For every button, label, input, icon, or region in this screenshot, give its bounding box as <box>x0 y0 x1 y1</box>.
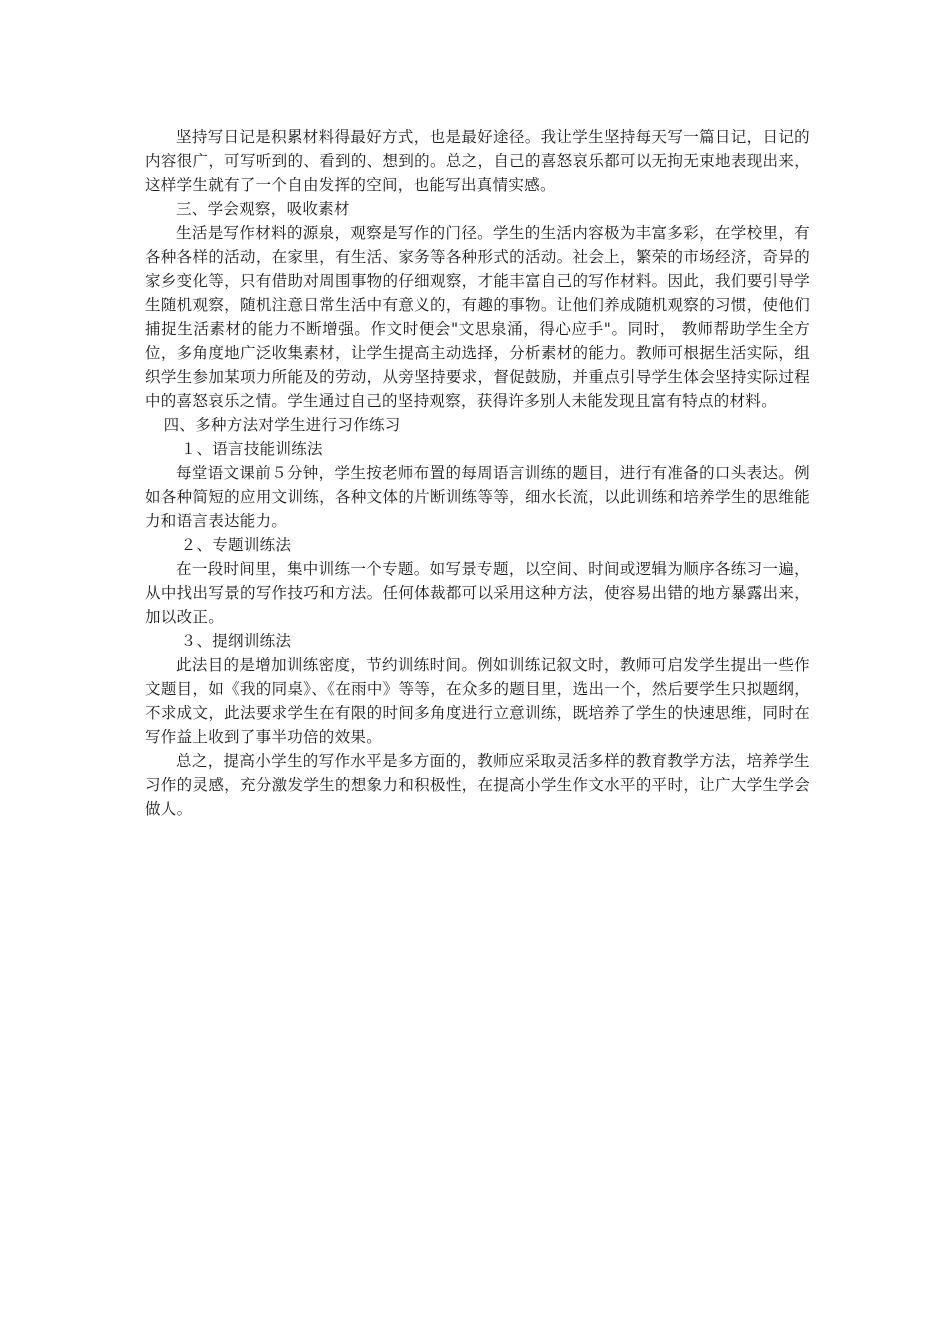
paragraph-outline-training: 此法目的是增加训练密度，节约训练时间。例如训练记叙文时，教师可启发学生提出一些作文题目，如《我的同桌》、《在雨中》等等，在众多的题目里，选出一个，然后要学生只拟题纲，不求成文，此法要求学生在有限的时间多角度进行立意训练，既培养了学生的快速思维，同时在写作益上收到了事半功倍的效果。 <box>145 656 810 746</box>
document-body <box>145 125 810 821</box>
paragraph-observation: 生活是写作材料的源泉，观察是写作的门径。学生的生活内容极为丰富多彩，在学校里，有各种各样的活动，在家里，有生活、家务等各种形式的活动。社会上，繁荣的市场经济，奇异的家乡变化等，只有借助对周围事物的仔细观察，才能丰富自己的写作材料。因此，我们要引导学生随机观察，随机注意日常生活中有意义的，有趣的事物。让他们养成随机观察的习惯，使他们捕捉生活素材的能力不断增强。作文时便会"文思泉涌，得心应手"。同时， 教师帮助学生全方位，多角度地广泛收集素材，让学生提高主动选择，分析素材的能力。教师可根据生活实际，组织学生参加某项力所能及的劳动，从旁坚持要求，督促鼓励，并重点引导学生体会坚持实际过程中的喜怒哀乐之情。学生通过自己的坚持观察，获得许多别人未能发现且富有特点的材料。 <box>145 224 810 410</box>
paragraph-diary: 坚持写日记是积累材料得最好方式，也是最好途径。我让学生坚持每天写一篇日记，日记的内容很广，可写听到的、看到的、想到的。总之，自己的喜怒哀乐都可以无拘无束地表现出来，这样学生就有了一个自由发挥的空间，也能写出真情实感。 <box>145 128 810 194</box>
paragraph-language-skills: 每堂语文课前５分钟，学生按老师布置的每周语言训练的题目，进行有准备的口头表达。例如各种简短的应用文训练，各种文体的片断训练等等，细水长流，以此训练和培养学生的思维能力和语言表达能力。 <box>145 464 810 530</box>
paragraph-conclusion: 总之，提高小学生的写作水平是多方面的，教师应采取灵活多样的教育教学方法，培养学生习作的灵感，充分激发学生的想象力和积极性，在提高小学生作文水平的平时，让广大学生学会做人。 <box>145 752 810 818</box>
subheading-outline-training: ３、提纲训练法 <box>180 632 292 650</box>
paragraph-topic-training: 在一段时间里，集中训练一个专题。如写景专题，以空间、时间或逻辑为顺序各练习一遍，从中找出写景的写作技巧和方法。任何体裁都可以采用这种方法，使容易出错的地方暴露出来，加以改正。 <box>145 560 810 626</box>
section-heading-observe: 三、学会观察，吸收素材 <box>176 200 350 218</box>
subheading-topic-training: ２、专题训练法 <box>180 536 292 554</box>
subheading-language-skills: １、语言技能训练法 <box>180 440 323 458</box>
section-heading-methods: 四、多种方法对学生进行习作练习 <box>163 416 401 434</box>
